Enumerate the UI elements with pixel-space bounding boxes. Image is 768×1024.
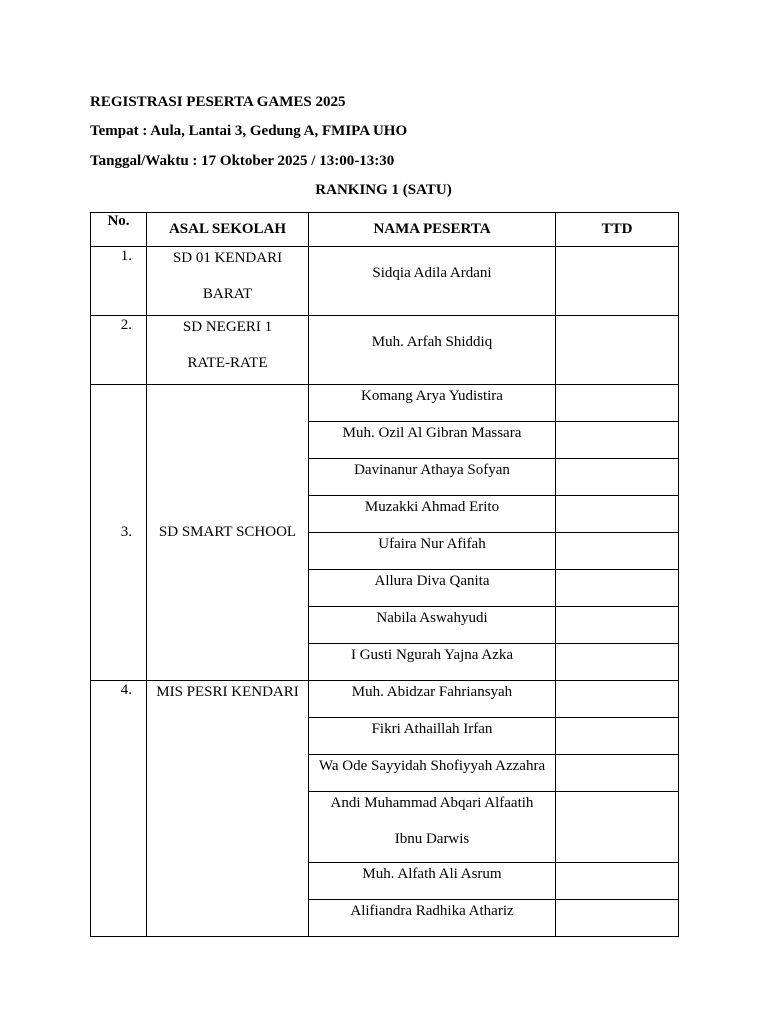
column-header-name: NAMA PESERTA [309, 213, 556, 247]
participant-name: I Gusti Ngurah Yajna Azka [309, 644, 556, 681]
signature-cell[interactable] [556, 247, 679, 316]
participant-name-line: Andi Muhammad Abqari Alfaatih [330, 795, 534, 811]
signature-cell[interactable] [556, 533, 679, 570]
participant-name: Davinanur Athaya Sofyan [309, 459, 556, 496]
school-cell [147, 247, 309, 316]
document-title: REGISTRASI PESERTA GAMES 2025 [90, 94, 346, 110]
participant-name: Komang Arya Yudistira [309, 385, 556, 422]
signature-cell[interactable] [556, 863, 679, 900]
participant-name: Allura Diva Qanita [309, 570, 556, 607]
table-header-row [91, 213, 679, 247]
participant-name: Alifiandra Radhika Athariz [309, 900, 556, 937]
column-header-signature: TTD [556, 213, 679, 247]
registration-table [90, 212, 679, 937]
signature-cell[interactable] [556, 570, 679, 607]
school-cell: MIS PESRI KENDARI [147, 681, 309, 937]
participant-name: Muh. Abidzar Fahriansyah [309, 681, 556, 718]
column-header-school: ASAL SEKOLAH [147, 213, 309, 247]
school-name-line: RATE-RATE [187, 355, 268, 371]
participant-name: Muh. Alfath Ali Asrum [309, 863, 556, 900]
event-place: Tempat : Aula, Lantai 3, Gedung A, FMIPA UHO [90, 123, 408, 139]
column-header-no: No. [91, 213, 147, 247]
participant-name: Muh. Ozil Al Gibran Massara [309, 422, 556, 459]
participant-name: Nabila Aswahyudi [309, 607, 556, 644]
school-name-line: BARAT [202, 286, 253, 302]
table-row [91, 681, 679, 718]
signature-cell[interactable] [556, 718, 679, 755]
participant-name-line: Ibnu Darwis [394, 831, 470, 847]
signature-cell[interactable] [556, 900, 679, 937]
signature-cell[interactable] [556, 385, 679, 422]
school-name-line: SD 01 KENDARI [172, 250, 283, 266]
signature-cell[interactable] [556, 755, 679, 792]
signature-cell[interactable] [556, 681, 679, 718]
signature-cell[interactable] [556, 792, 679, 863]
row-number: 4. [91, 681, 147, 937]
table-row [91, 247, 679, 316]
row-number: 3. [91, 385, 147, 681]
table-row [91, 385, 679, 422]
participant-name-multiline [309, 792, 556, 863]
participant-name: Muzakki Ahmad Erito [309, 496, 556, 533]
signature-cell[interactable] [556, 316, 679, 385]
participant-name: Ufaira Nur Afifah [309, 533, 556, 570]
signature-cell[interactable] [556, 496, 679, 533]
signature-cell[interactable] [556, 644, 679, 681]
participant-name: Sidqia Adila Ardani [309, 247, 556, 316]
school-name-line: SD NEGERI 1 [182, 319, 273, 335]
participant-name: Muh. Arfah Shiddiq [309, 316, 556, 385]
signature-cell[interactable] [556, 459, 679, 496]
row-number: 2. [91, 316, 147, 385]
row-number: 1. [91, 247, 147, 316]
event-datetime: Tanggal/Waktu : 17 Oktober 2025 / 13:00-13:30 [90, 153, 395, 169]
school-cell: SD SMART SCHOOL [147, 385, 309, 681]
participant-name: Fikri Athaillah Irfan [309, 718, 556, 755]
signature-cell[interactable] [556, 422, 679, 459]
school-cell [147, 316, 309, 385]
ranking-heading: RANKING 1 (SATU) [315, 182, 452, 198]
signature-cell[interactable] [556, 607, 679, 644]
table-row [91, 316, 679, 385]
participant-name: Wa Ode Sayyidah Shofiyyah Azzahra [309, 755, 556, 792]
